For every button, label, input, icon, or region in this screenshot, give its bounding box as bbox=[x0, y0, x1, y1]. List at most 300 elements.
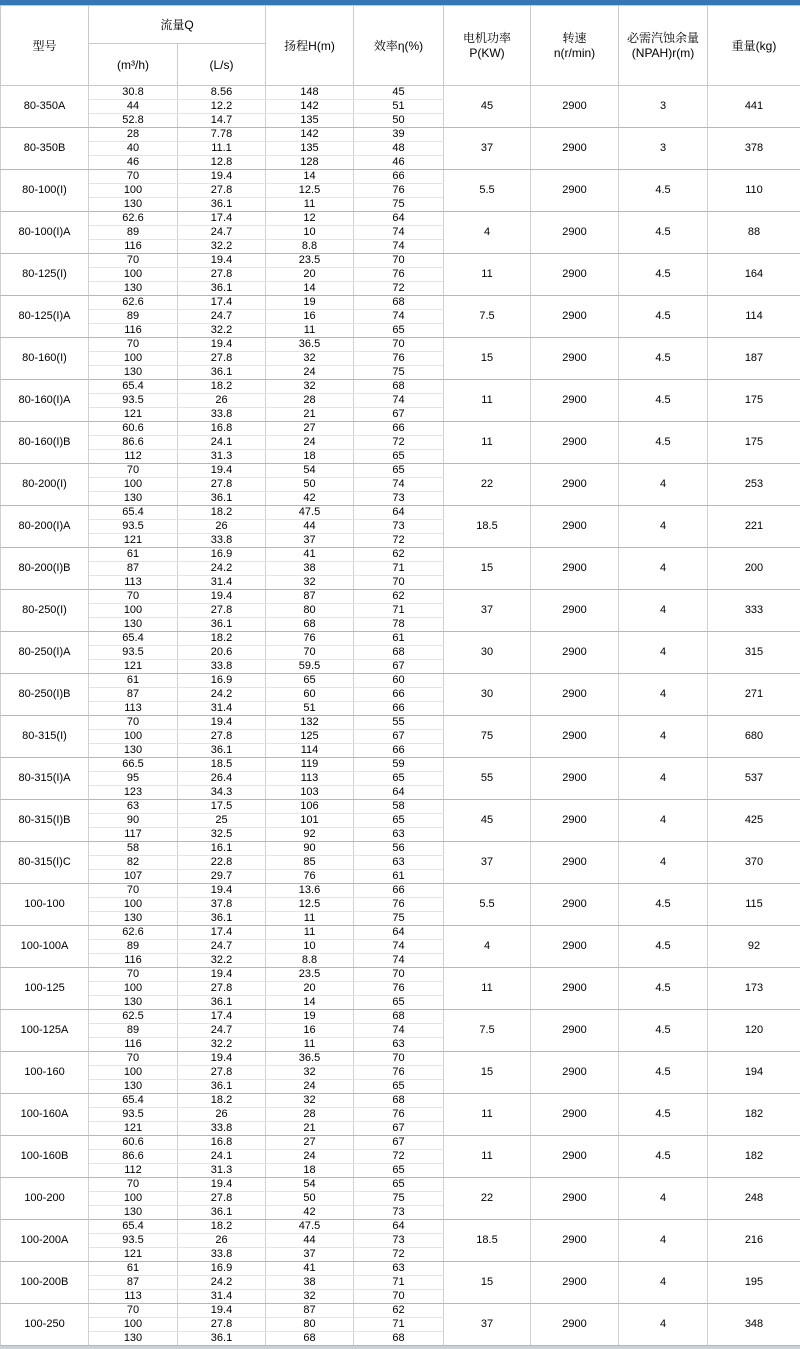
flow-m3h-cell: 116 bbox=[89, 324, 178, 338]
head-cell: 142 bbox=[266, 128, 354, 142]
efficiency-cell: 74 bbox=[354, 240, 444, 254]
flow-ls-cell: 24.7 bbox=[178, 940, 266, 954]
flow-m3h-cell: 70 bbox=[89, 1178, 178, 1192]
flow-ls-cell: 19.4 bbox=[178, 884, 266, 898]
flow-ls-cell: 33.8 bbox=[178, 408, 266, 422]
flow-ls-cell: 27.8 bbox=[178, 1066, 266, 1080]
weight-cell: 164 bbox=[708, 254, 800, 296]
table-row bbox=[1, 632, 800, 646]
head-cell: 32 bbox=[266, 576, 354, 590]
pump-spec-table bbox=[0, 5, 800, 1346]
efficiency-cell: 64 bbox=[354, 786, 444, 800]
flow-m3h-cell: 89 bbox=[89, 310, 178, 324]
head-cell: 119 bbox=[266, 758, 354, 772]
flow-m3h-cell: 121 bbox=[89, 1122, 178, 1136]
npsh-cell: 3 bbox=[619, 86, 708, 128]
weight-cell: 221 bbox=[708, 506, 800, 548]
flow-ls-cell: 19.4 bbox=[178, 1052, 266, 1066]
flow-ls-cell: 16.8 bbox=[178, 422, 266, 436]
flow-ls-cell: 26 bbox=[178, 520, 266, 534]
flow-m3h-cell: 58 bbox=[89, 842, 178, 856]
efficiency-cell: 65 bbox=[354, 450, 444, 464]
efficiency-cell: 71 bbox=[354, 1318, 444, 1332]
flow-m3h-cell: 89 bbox=[89, 940, 178, 954]
power-cell: 11 bbox=[444, 380, 531, 422]
flow-ls-cell: 19.4 bbox=[178, 338, 266, 352]
speed-cell: 2900 bbox=[531, 380, 619, 422]
npsh-cell: 4.5 bbox=[619, 254, 708, 296]
model-cell: 80-160(I) bbox=[1, 338, 89, 380]
header-npsh bbox=[619, 6, 708, 86]
flow-ls-cell: 31.4 bbox=[178, 702, 266, 716]
efficiency-cell: 66 bbox=[354, 170, 444, 184]
flow-m3h-cell: 90 bbox=[89, 814, 178, 828]
flow-ls-cell: 26 bbox=[178, 1234, 266, 1248]
flow-m3h-cell: 28 bbox=[89, 128, 178, 142]
head-cell: 11 bbox=[266, 926, 354, 940]
weight-cell: 88 bbox=[708, 212, 800, 254]
speed-cell: 2900 bbox=[531, 86, 619, 128]
flow-ls-cell: 26 bbox=[178, 1108, 266, 1122]
flow-ls-cell: 18.2 bbox=[178, 506, 266, 520]
npsh-cell: 4 bbox=[619, 674, 708, 716]
flow-ls-cell: 36.1 bbox=[178, 198, 266, 212]
flow-ls-cell: 18.2 bbox=[178, 1094, 266, 1108]
flow-ls-cell: 26 bbox=[178, 394, 266, 408]
flow-m3h-cell: 62.5 bbox=[89, 1010, 178, 1024]
efficiency-cell: 66 bbox=[354, 688, 444, 702]
speed-cell: 2900 bbox=[531, 422, 619, 464]
flow-ls-cell: 36.1 bbox=[178, 1206, 266, 1220]
head-cell: 14 bbox=[266, 282, 354, 296]
head-cell: 47.5 bbox=[266, 506, 354, 520]
flow-ls-cell: 32.2 bbox=[178, 1038, 266, 1052]
flow-m3h-cell: 121 bbox=[89, 408, 178, 422]
flow-m3h-cell: 65.4 bbox=[89, 1094, 178, 1108]
weight-cell: 110 bbox=[708, 170, 800, 212]
npsh-cell: 4.5 bbox=[619, 338, 708, 380]
npsh-cell: 4 bbox=[619, 506, 708, 548]
efficiency-cell: 73 bbox=[354, 520, 444, 534]
head-cell: 41 bbox=[266, 1262, 354, 1276]
flow-m3h-cell: 113 bbox=[89, 576, 178, 590]
flow-ls-cell: 17.4 bbox=[178, 1010, 266, 1024]
model-cell: 100-125A bbox=[1, 1010, 89, 1052]
head-cell: 103 bbox=[266, 786, 354, 800]
head-cell: 10 bbox=[266, 226, 354, 240]
model-cell: 80-250(I)A bbox=[1, 632, 89, 674]
efficiency-cell: 63 bbox=[354, 1038, 444, 1052]
head-cell: 11 bbox=[266, 1038, 354, 1052]
head-cell: 148 bbox=[266, 86, 354, 100]
weight-cell: 248 bbox=[708, 1178, 800, 1220]
flow-ls-cell: 18.5 bbox=[178, 758, 266, 772]
head-cell: 106 bbox=[266, 800, 354, 814]
flow-ls-cell: 17.4 bbox=[178, 212, 266, 226]
efficiency-cell: 76 bbox=[354, 982, 444, 996]
efficiency-cell: 64 bbox=[354, 212, 444, 226]
efficiency-cell: 61 bbox=[354, 870, 444, 884]
head-cell: 13.6 bbox=[266, 884, 354, 898]
speed-cell: 2900 bbox=[531, 296, 619, 338]
speed-cell: 2900 bbox=[531, 884, 619, 926]
head-cell: 59.5 bbox=[266, 660, 354, 674]
npsh-cell: 4 bbox=[619, 800, 708, 842]
table-row bbox=[1, 506, 800, 520]
efficiency-cell: 73 bbox=[354, 1234, 444, 1248]
table-row bbox=[1, 800, 800, 814]
flow-m3h-cell: 116 bbox=[89, 1038, 178, 1052]
efficiency-cell: 66 bbox=[354, 884, 444, 898]
head-cell: 51 bbox=[266, 702, 354, 716]
flow-m3h-cell: 70 bbox=[89, 884, 178, 898]
table-row bbox=[1, 716, 800, 730]
flow-m3h-cell: 93.5 bbox=[89, 646, 178, 660]
efficiency-cell: 78 bbox=[354, 618, 444, 632]
power-cell: 7.5 bbox=[444, 296, 531, 338]
weight-cell: 200 bbox=[708, 548, 800, 590]
table-row bbox=[1, 842, 800, 856]
power-cell: 37 bbox=[444, 590, 531, 632]
speed-cell: 2900 bbox=[531, 1052, 619, 1094]
flow-m3h-cell: 70 bbox=[89, 716, 178, 730]
power-cell: 15 bbox=[444, 548, 531, 590]
flow-ls-cell: 27.8 bbox=[178, 268, 266, 282]
efficiency-cell: 62 bbox=[354, 1304, 444, 1318]
head-cell: 27 bbox=[266, 1136, 354, 1150]
flow-ls-cell: 19.4 bbox=[178, 254, 266, 268]
head-cell: 54 bbox=[266, 464, 354, 478]
npsh-cell: 4 bbox=[619, 842, 708, 884]
weight-cell: 173 bbox=[708, 968, 800, 1010]
efficiency-cell: 71 bbox=[354, 604, 444, 618]
flow-m3h-cell: 107 bbox=[89, 870, 178, 884]
npsh-cell: 4.5 bbox=[619, 926, 708, 968]
flow-m3h-cell: 70 bbox=[89, 1052, 178, 1066]
flow-m3h-cell: 130 bbox=[89, 912, 178, 926]
head-cell: 8.8 bbox=[266, 240, 354, 254]
power-cell: 22 bbox=[444, 464, 531, 506]
flow-m3h-cell: 112 bbox=[89, 1164, 178, 1178]
head-cell: 32 bbox=[266, 1290, 354, 1304]
head-cell: 32 bbox=[266, 1066, 354, 1080]
flow-m3h-cell: 130 bbox=[89, 492, 178, 506]
weight-cell: 92 bbox=[708, 926, 800, 968]
head-cell: 18 bbox=[266, 450, 354, 464]
head-cell: 19 bbox=[266, 296, 354, 310]
weight-cell: 348 bbox=[708, 1304, 800, 1346]
flow-ls-cell: 27.8 bbox=[178, 478, 266, 492]
flow-ls-cell: 36.1 bbox=[178, 996, 266, 1010]
table-row bbox=[1, 1220, 800, 1234]
flow-m3h-cell: 130 bbox=[89, 744, 178, 758]
flow-ls-cell: 27.8 bbox=[178, 604, 266, 618]
power-cell: 45 bbox=[444, 86, 531, 128]
flow-ls-cell: 27.8 bbox=[178, 184, 266, 198]
flow-ls-cell: 36.1 bbox=[178, 912, 266, 926]
flow-ls-cell: 19.4 bbox=[178, 716, 266, 730]
flow-ls-cell: 24.1 bbox=[178, 1150, 266, 1164]
flow-m3h-cell: 100 bbox=[89, 1192, 178, 1206]
efficiency-cell: 74 bbox=[354, 954, 444, 968]
weight-cell: 425 bbox=[708, 800, 800, 842]
table-row bbox=[1, 548, 800, 562]
flow-m3h-cell: 100 bbox=[89, 268, 178, 282]
head-cell: 38 bbox=[266, 562, 354, 576]
table-row bbox=[1, 254, 800, 268]
flow-m3h-cell: 100 bbox=[89, 1318, 178, 1332]
flow-m3h-cell: 100 bbox=[89, 184, 178, 198]
flow-m3h-cell: 66.5 bbox=[89, 758, 178, 772]
weight-cell: 370 bbox=[708, 842, 800, 884]
npsh-cell: 4 bbox=[619, 632, 708, 674]
flow-m3h-cell: 65.4 bbox=[89, 506, 178, 520]
power-cell: 5.5 bbox=[444, 170, 531, 212]
npsh-cell: 4.5 bbox=[619, 1010, 708, 1052]
head-cell: 68 bbox=[266, 1332, 354, 1346]
power-cell: 11 bbox=[444, 254, 531, 296]
flow-m3h-cell: 116 bbox=[89, 240, 178, 254]
flow-m3h-cell: 130 bbox=[89, 366, 178, 380]
npsh-cell: 4 bbox=[619, 716, 708, 758]
weight-cell: 187 bbox=[708, 338, 800, 380]
model-cell: 100-200B bbox=[1, 1262, 89, 1304]
table-row bbox=[1, 338, 800, 352]
flow-m3h-cell: 93.5 bbox=[89, 1234, 178, 1248]
speed-cell: 2900 bbox=[531, 632, 619, 674]
model-cell: 80-160(I)B bbox=[1, 422, 89, 464]
table-row bbox=[1, 170, 800, 184]
efficiency-cell: 62 bbox=[354, 590, 444, 604]
flow-m3h-cell: 61 bbox=[89, 1262, 178, 1276]
flow-ls-cell: 27.8 bbox=[178, 1318, 266, 1332]
power-cell: 7.5 bbox=[444, 1010, 531, 1052]
speed-cell: 2900 bbox=[531, 1136, 619, 1178]
head-cell: 44 bbox=[266, 520, 354, 534]
speed-cell: 2900 bbox=[531, 968, 619, 1010]
header-speed bbox=[531, 6, 619, 86]
efficiency-cell: 70 bbox=[354, 968, 444, 982]
npsh-cell: 4 bbox=[619, 1220, 708, 1262]
flow-m3h-cell: 70 bbox=[89, 968, 178, 982]
head-cell: 135 bbox=[266, 142, 354, 156]
npsh-cell: 4.5 bbox=[619, 884, 708, 926]
header-model: 型号 bbox=[1, 6, 89, 86]
speed-cell: 2900 bbox=[531, 1262, 619, 1304]
speed-cell: 2900 bbox=[531, 1220, 619, 1262]
efficiency-cell: 59 bbox=[354, 758, 444, 772]
speed-cell: 2900 bbox=[531, 716, 619, 758]
flow-m3h-cell: 70 bbox=[89, 338, 178, 352]
flow-ls-cell: 22.8 bbox=[178, 856, 266, 870]
head-cell: 87 bbox=[266, 590, 354, 604]
speed-cell: 2900 bbox=[531, 254, 619, 296]
model-cell: 80-100(I)A bbox=[1, 212, 89, 254]
model-cell: 80-100(I) bbox=[1, 170, 89, 212]
flow-m3h-cell: 121 bbox=[89, 1248, 178, 1262]
flow-m3h-cell: 113 bbox=[89, 1290, 178, 1304]
power-cell: 37 bbox=[444, 842, 531, 884]
flow-m3h-cell: 70 bbox=[89, 170, 178, 184]
head-cell: 37 bbox=[266, 534, 354, 548]
flow-m3h-cell: 116 bbox=[89, 954, 178, 968]
head-cell: 11 bbox=[266, 324, 354, 338]
efficiency-cell: 48 bbox=[354, 142, 444, 156]
flow-ls-cell: 27.8 bbox=[178, 352, 266, 366]
table-row bbox=[1, 1052, 800, 1066]
efficiency-cell: 70 bbox=[354, 254, 444, 268]
efficiency-cell: 74 bbox=[354, 940, 444, 954]
head-cell: 24 bbox=[266, 366, 354, 380]
flow-ls-cell: 16.9 bbox=[178, 674, 266, 688]
flow-ls-cell: 20.6 bbox=[178, 646, 266, 660]
model-cell: 80-315(I)B bbox=[1, 800, 89, 842]
flow-ls-cell: 27.8 bbox=[178, 982, 266, 996]
head-cell: 32 bbox=[266, 1094, 354, 1108]
npsh-cell: 4.5 bbox=[619, 1094, 708, 1136]
head-cell: 135 bbox=[266, 114, 354, 128]
efficiency-cell: 64 bbox=[354, 926, 444, 940]
model-cell: 80-125(I) bbox=[1, 254, 89, 296]
flow-ls-cell: 24.7 bbox=[178, 1024, 266, 1038]
model-cell: 100-160B bbox=[1, 1136, 89, 1178]
flow-m3h-cell: 60.6 bbox=[89, 1136, 178, 1150]
flow-ls-cell: 29.7 bbox=[178, 870, 266, 884]
weight-cell: 441 bbox=[708, 86, 800, 128]
flow-ls-cell: 24.2 bbox=[178, 562, 266, 576]
weight-cell: 175 bbox=[708, 422, 800, 464]
speed-cell: 2900 bbox=[531, 548, 619, 590]
power-cell: 5.5 bbox=[444, 884, 531, 926]
weight-cell: 216 bbox=[708, 1220, 800, 1262]
head-cell: 14 bbox=[266, 170, 354, 184]
flow-m3h-cell: 95 bbox=[89, 772, 178, 786]
flow-m3h-cell: 130 bbox=[89, 1332, 178, 1346]
efficiency-cell: 67 bbox=[354, 408, 444, 422]
head-cell: 44 bbox=[266, 1234, 354, 1248]
flow-ls-cell: 36.1 bbox=[178, 492, 266, 506]
efficiency-cell: 55 bbox=[354, 716, 444, 730]
model-cell: 100-100A bbox=[1, 926, 89, 968]
power-cell: 37 bbox=[444, 128, 531, 170]
head-cell: 14 bbox=[266, 996, 354, 1010]
flow-m3h-cell: 62.6 bbox=[89, 212, 178, 226]
flow-m3h-cell: 130 bbox=[89, 618, 178, 632]
power-cell: 11 bbox=[444, 1136, 531, 1178]
efficiency-cell: 67 bbox=[354, 1136, 444, 1150]
model-cell: 100-160 bbox=[1, 1052, 89, 1094]
efficiency-cell: 63 bbox=[354, 856, 444, 870]
header-flow-m3h: (m³/h) bbox=[89, 44, 178, 86]
flow-ls-cell: 36.1 bbox=[178, 1080, 266, 1094]
head-cell: 101 bbox=[266, 814, 354, 828]
flow-ls-cell: 16.8 bbox=[178, 1136, 266, 1150]
npsh-cell: 4.5 bbox=[619, 422, 708, 464]
head-cell: 42 bbox=[266, 492, 354, 506]
efficiency-cell: 70 bbox=[354, 338, 444, 352]
head-cell: 128 bbox=[266, 156, 354, 170]
flow-ls-cell: 37.8 bbox=[178, 898, 266, 912]
efficiency-cell: 61 bbox=[354, 632, 444, 646]
npsh-cell: 4.5 bbox=[619, 1136, 708, 1178]
speed-cell: 2900 bbox=[531, 170, 619, 212]
speed-cell: 2900 bbox=[531, 1178, 619, 1220]
model-cell: 80-160(I)A bbox=[1, 380, 89, 422]
weight-cell: 680 bbox=[708, 716, 800, 758]
flow-m3h-cell: 63 bbox=[89, 800, 178, 814]
flow-m3h-cell: 130 bbox=[89, 1206, 178, 1220]
table-row bbox=[1, 926, 800, 940]
flow-ls-cell: 19.4 bbox=[178, 1178, 266, 1192]
flow-ls-cell: 19.4 bbox=[178, 1304, 266, 1318]
flow-ls-cell: 36.1 bbox=[178, 744, 266, 758]
header-power bbox=[444, 6, 531, 86]
efficiency-cell: 68 bbox=[354, 1010, 444, 1024]
efficiency-cell: 74 bbox=[354, 310, 444, 324]
head-cell: 23.5 bbox=[266, 968, 354, 982]
flow-ls-cell: 36.1 bbox=[178, 618, 266, 632]
model-cell: 80-315(I)A bbox=[1, 758, 89, 800]
weight-cell: 378 bbox=[708, 128, 800, 170]
model-cell: 80-350B bbox=[1, 128, 89, 170]
npsh-cell: 4 bbox=[619, 590, 708, 632]
flow-ls-cell: 33.8 bbox=[178, 534, 266, 548]
npsh-cell: 4.5 bbox=[619, 380, 708, 422]
table-header bbox=[1, 6, 800, 86]
flow-m3h-cell: 70 bbox=[89, 590, 178, 604]
efficiency-cell: 60 bbox=[354, 674, 444, 688]
head-cell: 27 bbox=[266, 422, 354, 436]
efficiency-cell: 50 bbox=[354, 114, 444, 128]
header-flow-ls: (L/s) bbox=[178, 44, 266, 86]
flow-m3h-cell: 40 bbox=[89, 142, 178, 156]
efficiency-cell: 56 bbox=[354, 842, 444, 856]
efficiency-cell: 51 bbox=[354, 100, 444, 114]
power-cell: 11 bbox=[444, 1094, 531, 1136]
flow-ls-cell: 32.2 bbox=[178, 324, 266, 338]
flow-m3h-cell: 46 bbox=[89, 156, 178, 170]
head-cell: 42 bbox=[266, 1206, 354, 1220]
efficiency-cell: 71 bbox=[354, 1276, 444, 1290]
flow-ls-cell: 24.7 bbox=[178, 310, 266, 324]
flow-ls-cell: 19.4 bbox=[178, 590, 266, 604]
flow-ls-cell: 31.3 bbox=[178, 450, 266, 464]
flow-m3h-cell: 30.8 bbox=[89, 86, 178, 100]
efficiency-cell: 76 bbox=[354, 352, 444, 366]
efficiency-cell: 65 bbox=[354, 1164, 444, 1178]
table-row bbox=[1, 674, 800, 688]
npsh-cell: 4.5 bbox=[619, 212, 708, 254]
power-cell: 11 bbox=[444, 968, 531, 1010]
flow-ls-cell: 14.7 bbox=[178, 114, 266, 128]
efficiency-cell: 63 bbox=[354, 1262, 444, 1276]
flow-m3h-cell: 70 bbox=[89, 1304, 178, 1318]
weight-cell: 175 bbox=[708, 380, 800, 422]
head-cell: 36.5 bbox=[266, 1052, 354, 1066]
efficiency-cell: 70 bbox=[354, 1052, 444, 1066]
table-row bbox=[1, 1304, 800, 1318]
head-cell: 125 bbox=[266, 730, 354, 744]
efficiency-cell: 68 bbox=[354, 296, 444, 310]
efficiency-cell: 72 bbox=[354, 1248, 444, 1262]
flow-m3h-cell: 61 bbox=[89, 548, 178, 562]
efficiency-cell: 76 bbox=[354, 898, 444, 912]
model-cell: 100-250 bbox=[1, 1304, 89, 1346]
flow-m3h-cell: 86.6 bbox=[89, 436, 178, 450]
speed-cell: 2900 bbox=[531, 506, 619, 548]
npsh-cell: 4.5 bbox=[619, 968, 708, 1010]
efficiency-cell: 65 bbox=[354, 1178, 444, 1192]
